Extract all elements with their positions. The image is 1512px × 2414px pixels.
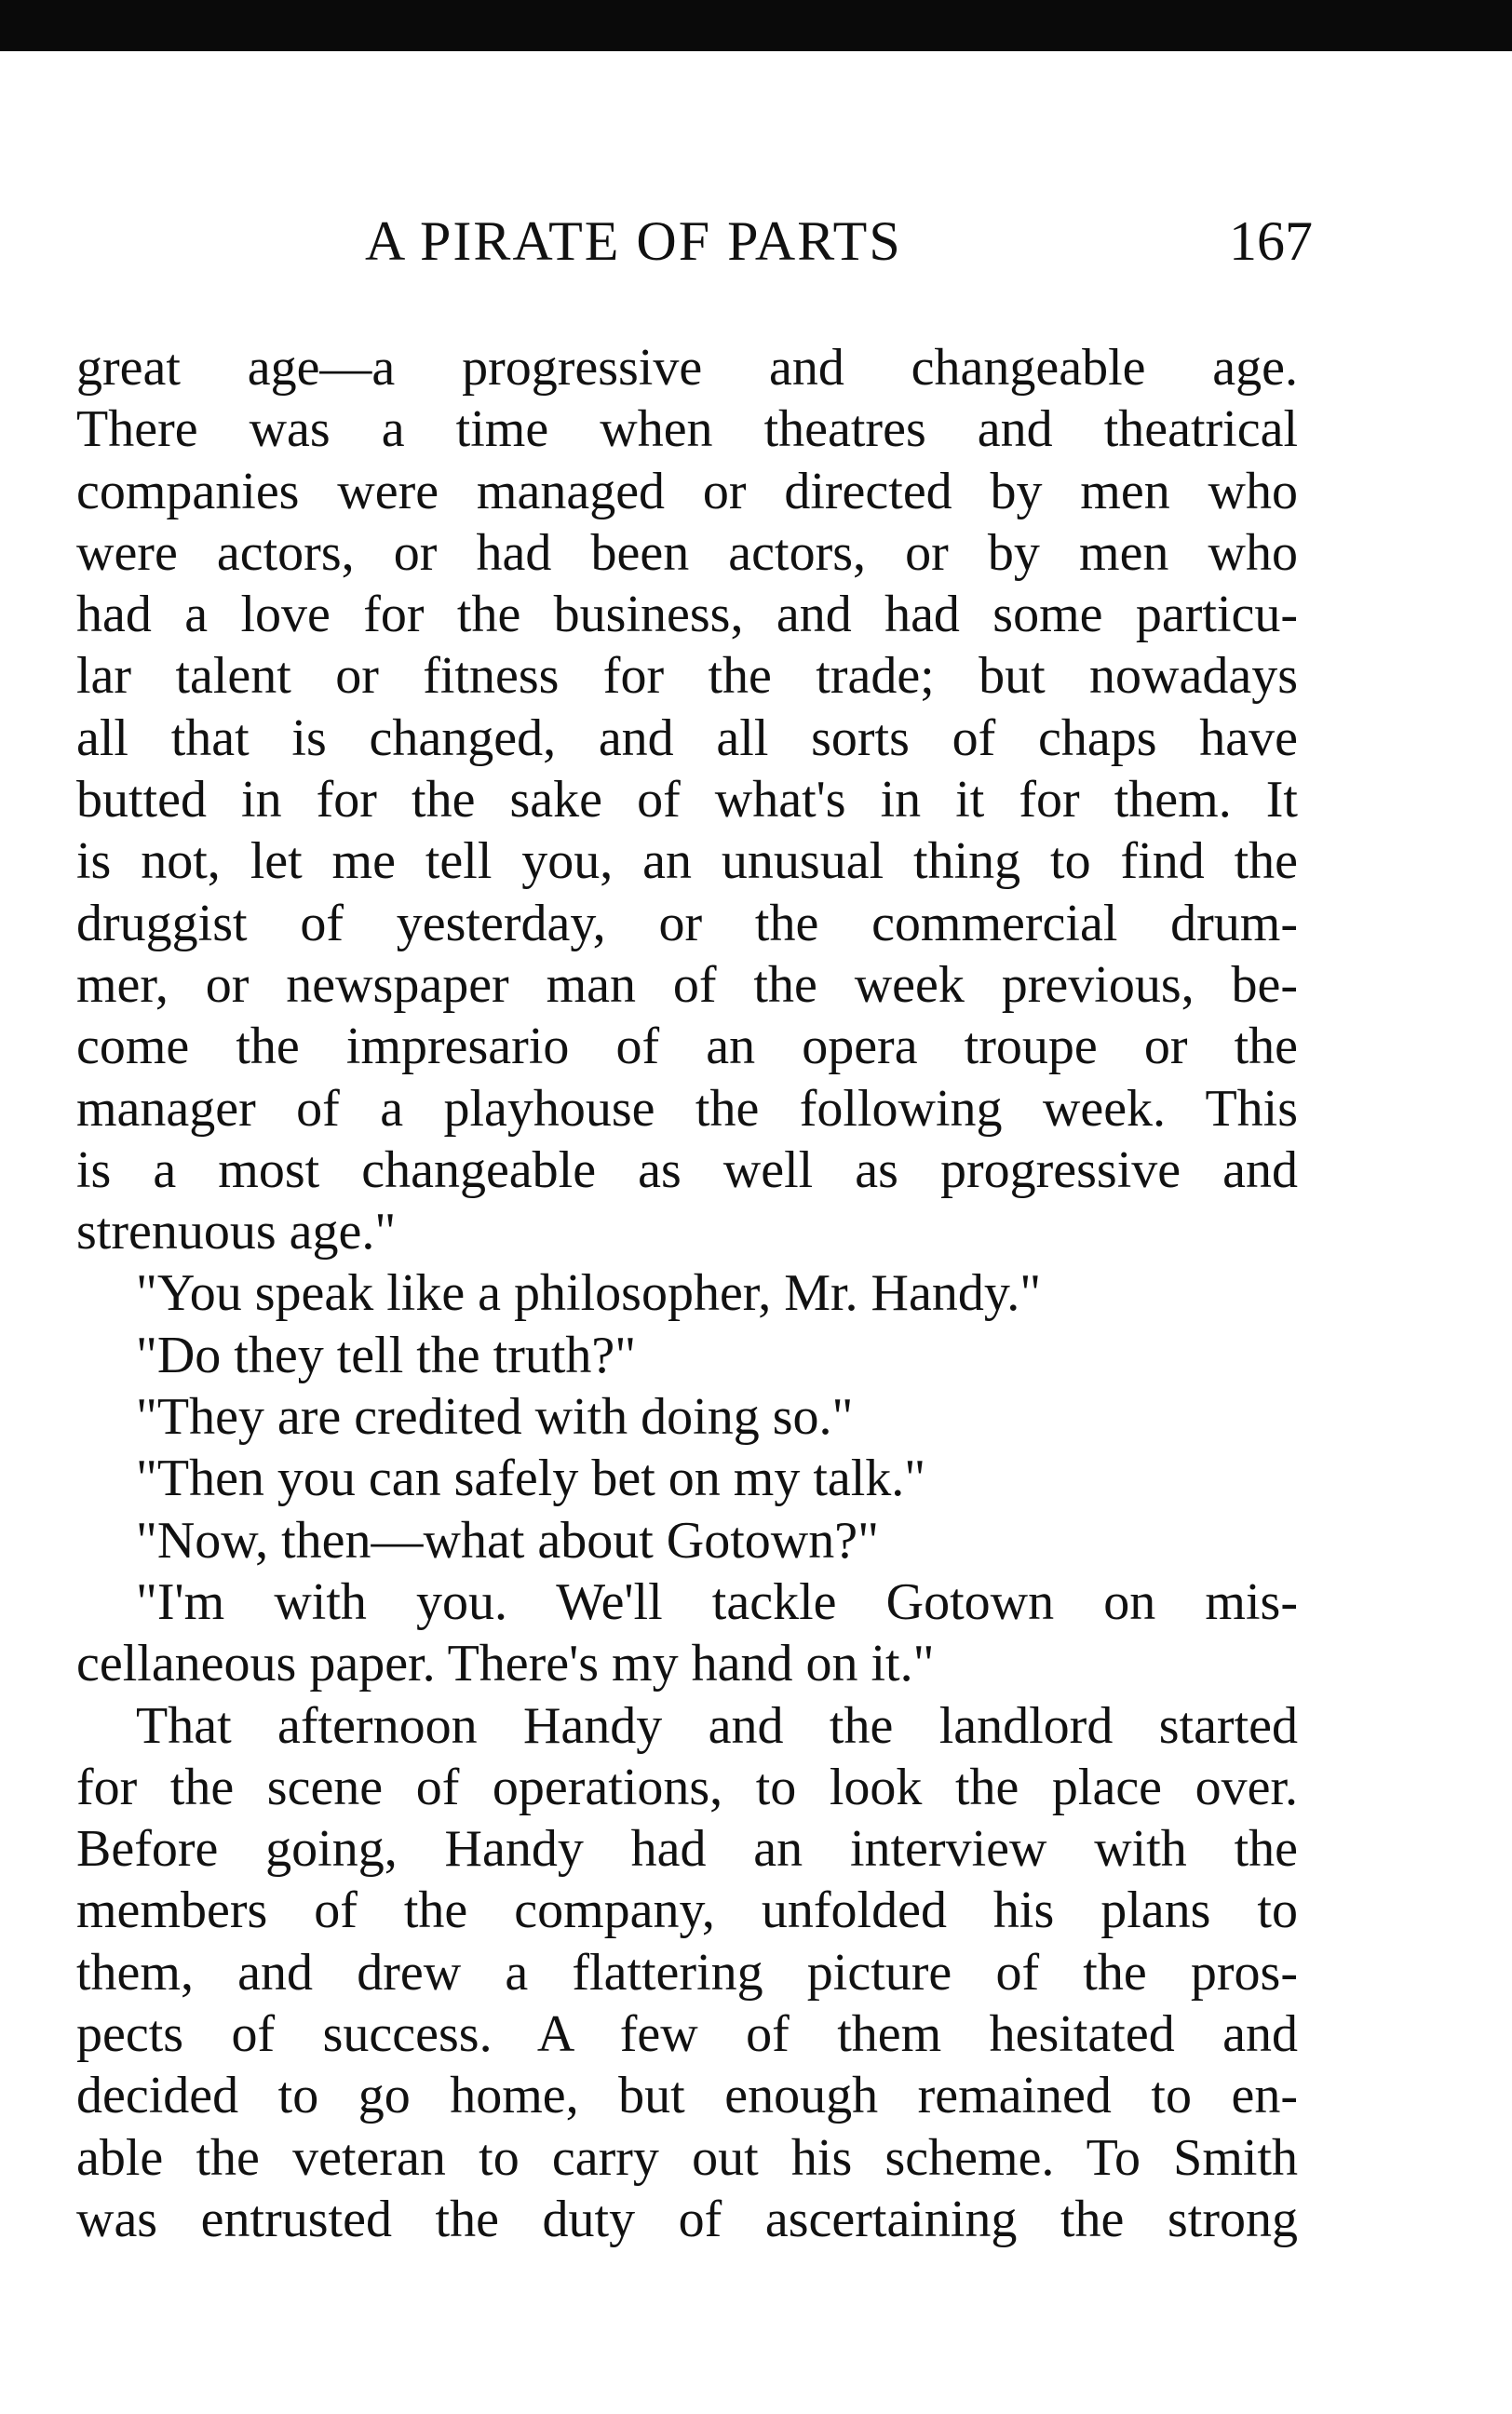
text-line: "They are credited with doing so." <box>136 1388 854 1447</box>
text-line: were actors, or had been actors, or by men who <box>76 523 1298 582</box>
text-line: druggist of yesterday, or the commercial drum- <box>76 894 1298 952</box>
text-line: There was a time when theatres and theatrical <box>76 400 1298 459</box>
text-line: strenuous age." <box>76 1203 397 1261</box>
text-line: great age—a progressive and changeable age. <box>76 339 1298 397</box>
text-line: That afternoon Handy and the landlord started <box>136 1696 1298 1755</box>
text-line: able the veteran to carry out his scheme. To Smith <box>76 2128 1298 2187</box>
text-line: companies were managed or directed by men who <box>76 462 1298 520</box>
page-header <box>76 209 1313 293</box>
text-line: "Do they tell the truth?" <box>136 1326 637 1384</box>
text-line: decided to go home, but enough remained to en- <box>76 2067 1298 2125</box>
text-line: for the scene of operations, to look the place over. <box>76 1758 1298 1816</box>
text-line: Before going, Handy had an interview with the <box>76 1820 1298 1879</box>
body-text <box>76 337 1298 2250</box>
running-title: A PIRATE OF PARTS <box>365 210 902 272</box>
text-line: had a love for the business, and had some particu- <box>76 586 1298 644</box>
text-line: come the impresario of an opera troupe or the <box>76 1018 1298 1076</box>
text-line: them, and drew a flattering picture of the pros- <box>76 1943 1298 2002</box>
text-line: is a most changeable as well as progressive and <box>76 1140 1298 1199</box>
text-line: pects of success. A few of them hesitated and <box>76 2005 1298 2064</box>
text-line: manager of a playhouse the following week. This <box>76 1079 1298 1138</box>
text-line: butted in for the sake of what's in it for them. It <box>76 771 1298 829</box>
text-line: "Now, then—what about Gotown?" <box>136 1511 879 1570</box>
text-line: "Then you can safely bet on my talk." <box>136 1450 926 1508</box>
text-line: cellaneous paper. There's my hand on it." <box>76 1635 935 1693</box>
text-line: was entrusted the duty of ascertaining the strong <box>76 2190 1298 2248</box>
text-line: lar talent or fitness for the trade; but nowadays <box>76 647 1298 706</box>
text-line: members of the company, unfolded his plans to <box>76 1881 1298 1940</box>
text-line: is not, let me tell you, an unusual thing to find the <box>76 832 1298 891</box>
text-line: "You speak like a philosopher, Mr. Handy." <box>136 1264 1042 1323</box>
text-line: mer, or newspaper man of the week previous, be- <box>76 955 1298 1014</box>
text-line: all that is changed, and all sorts of chaps have <box>76 708 1298 767</box>
text-line: "I'm with you. We'll tackle Gotown on mis- <box>136 1572 1298 1631</box>
scan-top-border <box>0 0 1512 51</box>
page-number: 167 <box>1229 210 1313 272</box>
